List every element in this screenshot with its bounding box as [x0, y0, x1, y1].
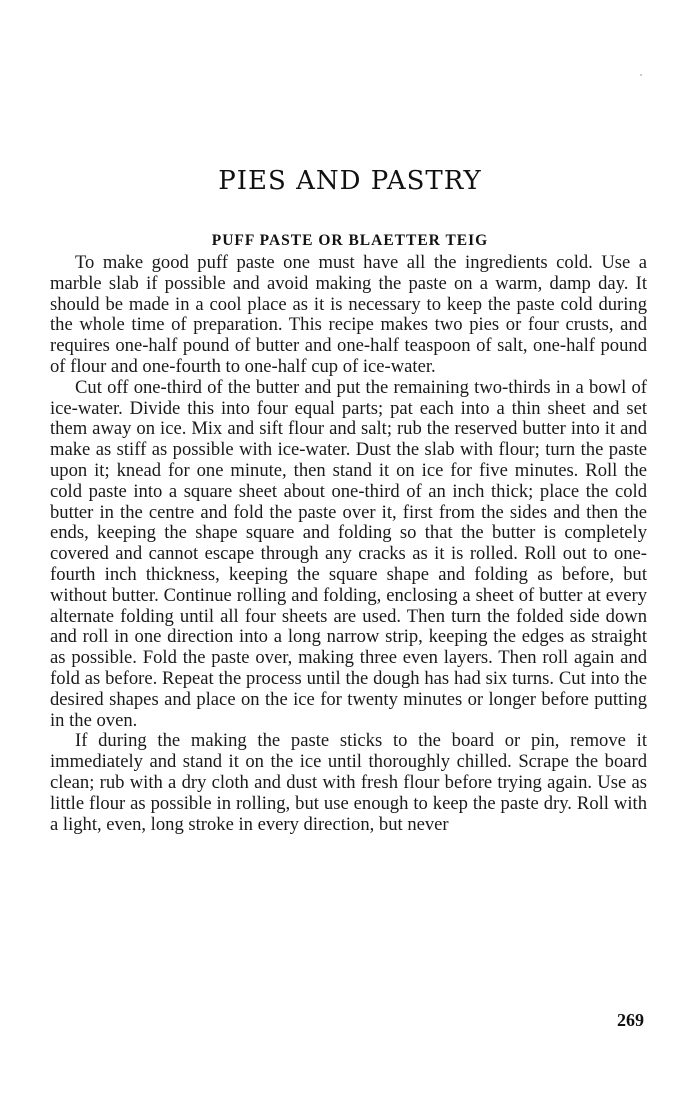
paragraph-1: To make good puff paste one must have all the ingredients cold. Use a marble slab if possible and avoid making the paste on a warm, damp day. It should be made in a cool place as it is necessary to keep the paste cold during the whole time of preparation. This recipe makes two pies or four crusts, and requires one-half pound of butter and one-half teaspoon of salt, one-half pound of flour and one-fourth to one-half cup of ice-water.: [50, 252, 647, 377]
section-heading: PUFF PASTE OR BLAETTER TEIG: [211, 232, 489, 249]
margin-speck: [640, 74, 642, 76]
body-text: [50, 253, 647, 835]
paragraph-2: Cut off one-third of the butter and put the remaining two-thirds in a bowl of ice-water. Divide this into four equal parts; pat each into a thin sheet and set them away on ice. Mix and sift flour and salt; rub the reserved butter into it and make as stiff as possible with ice-water. Dust the slab with flour; turn the paste upon it; knead for one minute, then stand it on ice for five minutes. Roll the cold paste into a square sheet about one-third of an inch thick; place the cold butter in the centre and fold the paste over it, first from the sides and then the ends, keeping the shape square and folding so that the butter is completely covered and cannot escape through any cracks as it is rolled. Roll out to one-fourth inch thickness, keeping the square shape and folding as before, but without butter. Continue rolling and folding, enclosing a sheet of butter at every alternate folding until all four sheets are used. Then turn the folded side down and roll in one direction into a long narrow strip, keeping the edges as straight as possible. Fold the paste over, making three even layers. Then roll again and fold as before. Repeat the process until the dough has had six turns. Cut into the desired shapes and place on the ice for twenty minutes or longer before putting in the oven.: [50, 376, 647, 731]
chapter-title: PIES AND PASTRY: [218, 166, 482, 196]
page-number: 269: [617, 1010, 644, 1030]
paragraph-3: If during the making the paste sticks to the board or pin, remove it immediately and stand it on the ice until thoroughly chilled. Scrape the board clean; rub with a dry cloth and dust with fresh flour before trying again. Use as little flour as possible in rolling, but use enough to keep the paste dry. Roll with a light, even, long stroke in every direction, but never: [50, 730, 647, 835]
